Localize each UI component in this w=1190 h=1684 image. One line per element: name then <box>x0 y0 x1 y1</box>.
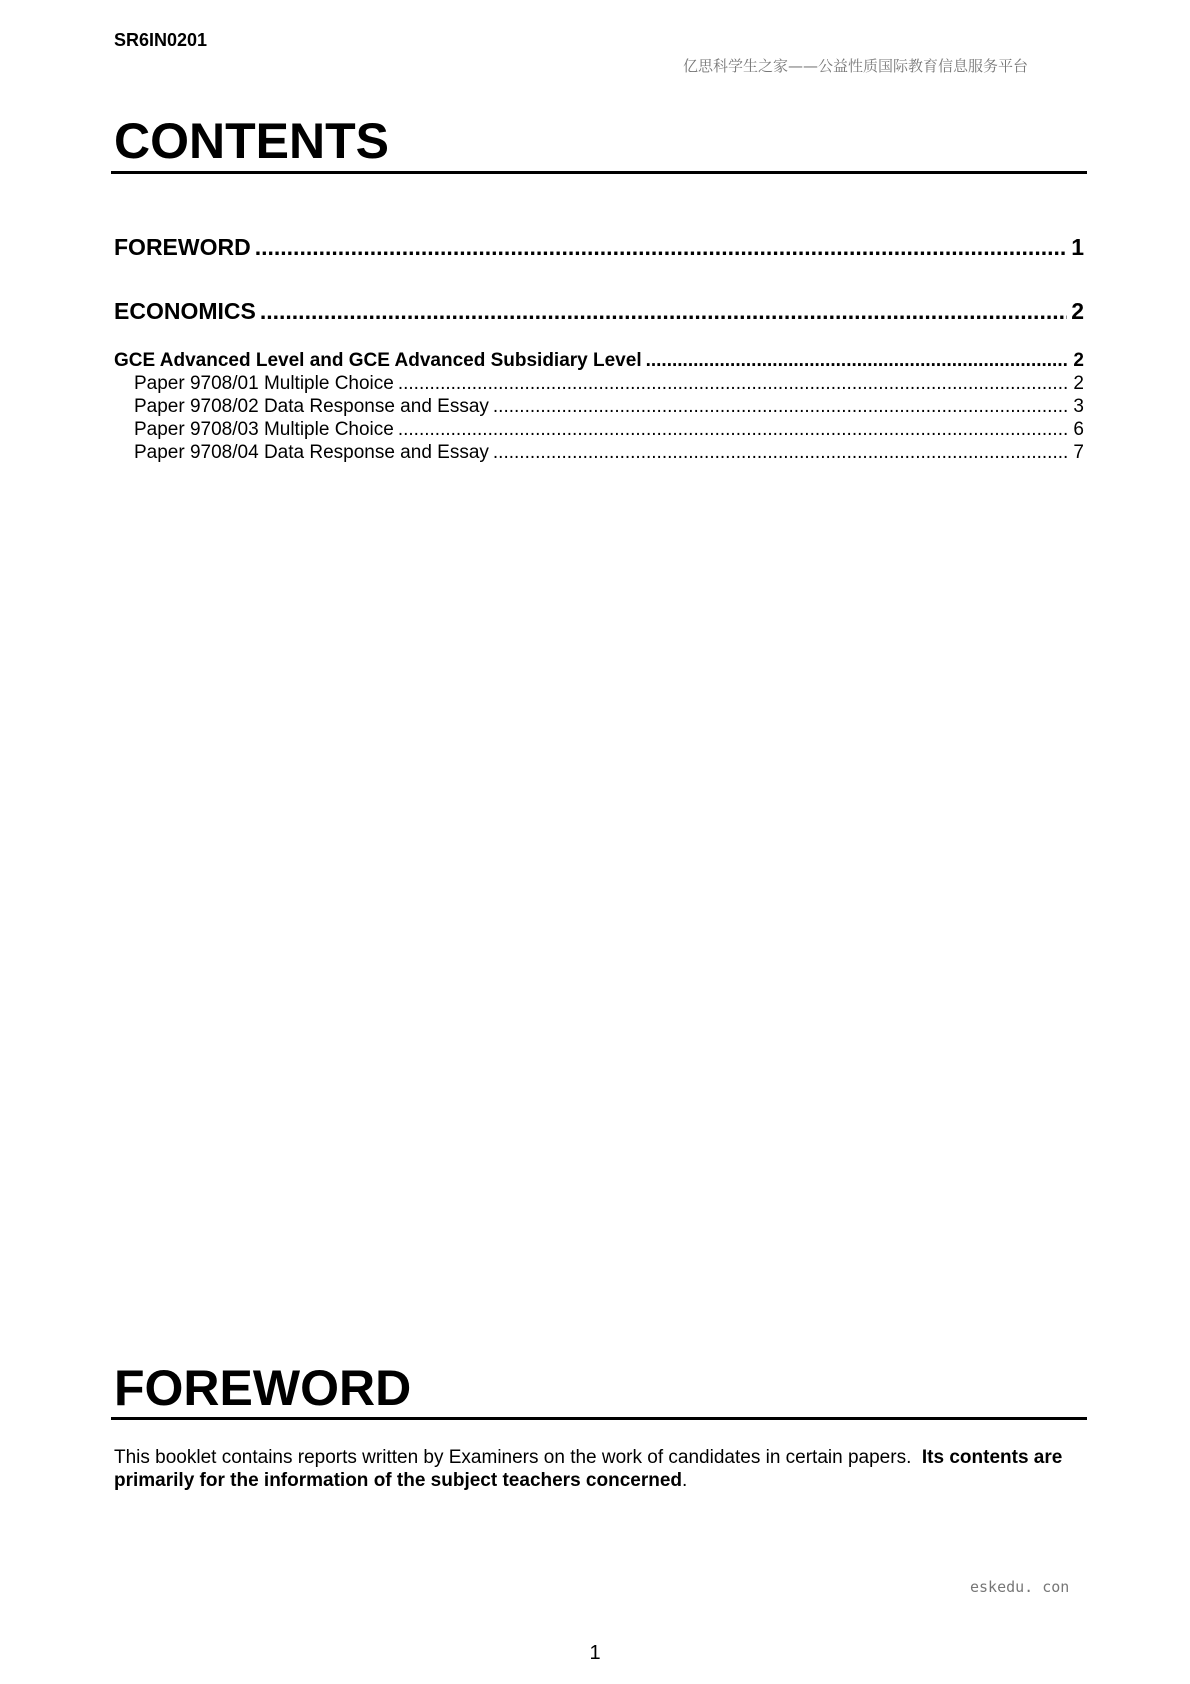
toc-entry-label: Paper 9708/03 Multiple Choice <box>134 419 394 440</box>
contents-rule <box>111 171 1087 174</box>
toc-entry-page: 2 <box>1073 373 1084 394</box>
toc-entry-page: 3 <box>1073 396 1084 417</box>
toc-entry-label: ECONOMICS <box>114 298 256 324</box>
document-code: SR6IN0201 <box>114 30 208 50</box>
toc-leader-dots <box>493 442 1070 464</box>
toc-entry-label: Paper 9708/04 Data Response and Essay <box>134 442 489 463</box>
toc-leader-dots <box>255 234 1067 261</box>
foreword-text-plain: This booklet contains reports written by Examiners on the work of candidates in certain papers. <box>114 1447 922 1468</box>
toc-entry-paper-03[interactable] <box>114 419 1084 441</box>
toc-entry-page: 2 <box>1071 298 1084 324</box>
toc-entry-page: 1 <box>1071 234 1084 260</box>
foreword-rule <box>111 1417 1087 1420</box>
toc-leader-dots <box>398 419 1070 441</box>
footer-watermark: eskedu. con <box>970 1578 1070 1596</box>
toc-entry-page: 7 <box>1073 442 1084 463</box>
foreword-paragraph <box>114 1446 1084 1492</box>
toc-entry-label: Paper 9708/02 Data Response and Essay <box>134 396 489 417</box>
header-watermark: 亿思科学生之家——公益性质国际教育信息服务平台 <box>683 57 1029 75</box>
toc-leader-dots <box>260 298 1067 325</box>
toc-entry-page: 2 <box>1073 350 1084 371</box>
foreword-text-bold: Its contents are primarily for the information of the subject teachers concerned <box>114 1447 1063 1491</box>
toc-leader-dots <box>398 373 1070 395</box>
toc-entry-label: Paper 9708/01 Multiple Choice <box>134 373 394 394</box>
toc-entry-paper-02[interactable] <box>114 396 1084 418</box>
toc-entry-label: FOREWORD <box>114 234 251 260</box>
toc-entry-page: 6 <box>1073 419 1084 440</box>
foreword-text-end: . <box>682 1470 688 1491</box>
toc-entry-foreword[interactable] <box>114 234 1084 261</box>
page-number: 1 <box>589 1642 601 1664</box>
toc-entry-gce-level[interactable] <box>114 350 1084 372</box>
toc-entry-paper-01[interactable] <box>114 373 1084 395</box>
contents-title: CONTENTS <box>114 113 389 169</box>
toc-entry-label: GCE Advanced Level and GCE Advanced Subsidiary Level <box>114 350 642 371</box>
toc-entry-paper-04[interactable] <box>114 442 1084 464</box>
toc-entry-economics[interactable] <box>114 298 1084 325</box>
toc-leader-dots <box>646 350 1070 372</box>
foreword-title: FOREWORD <box>114 1360 412 1416</box>
toc-leader-dots <box>493 396 1070 418</box>
